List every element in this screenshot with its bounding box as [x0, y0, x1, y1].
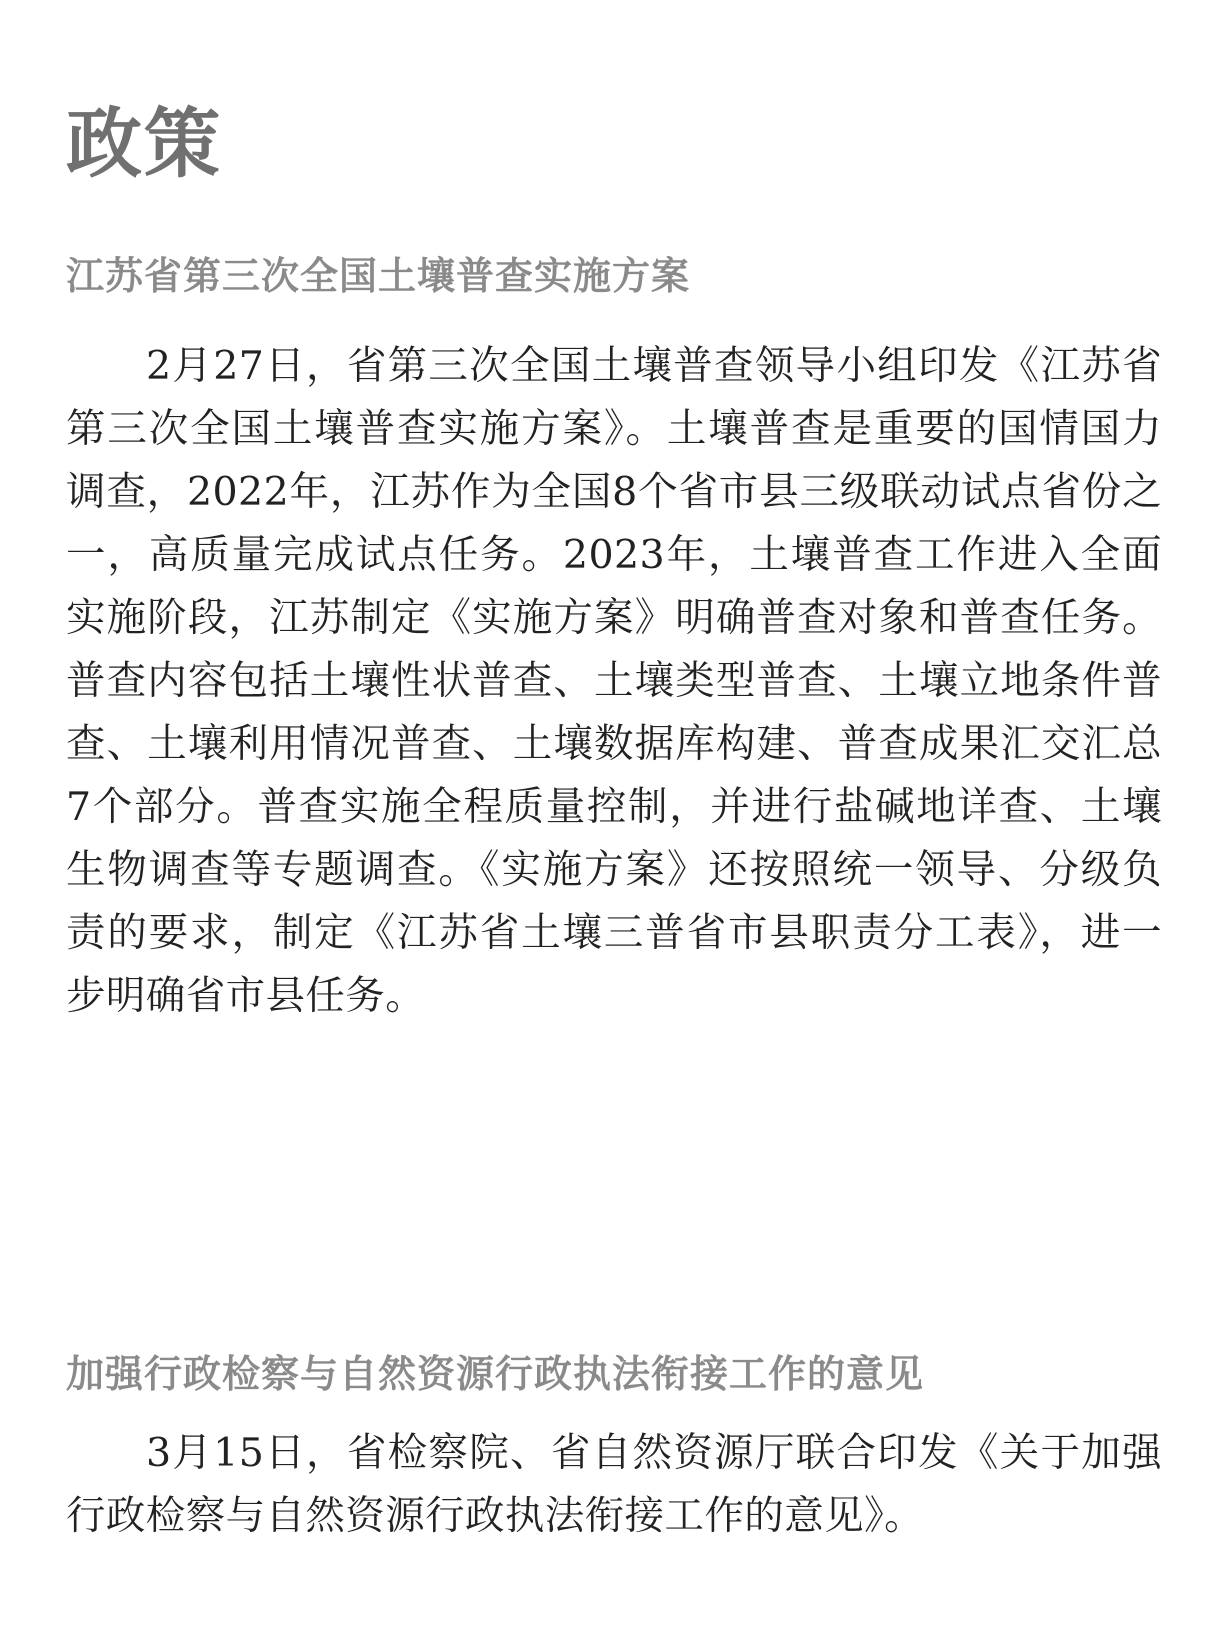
section-title: 政策 — [66, 99, 222, 188]
article-heading-procuratorial-enforcement: 加强行政检察与自然资源行政执法衔接工作的意见 — [66, 1351, 925, 1396]
article-heading-soil-census: 江苏省第三次全国土壤普查实施方案 — [66, 253, 691, 298]
article-body-soil-census: 2月27日，省第三次全国土壤普查领导小组印发《江苏省第三次全国土壤普查实施方案》。土壤普查是重要的国情国力调查，2022年，江苏作为全国8个省市县三级联动试点省份之一，高质量完成试点任务。2023年，土壤普查工作进入全面实施阶段，江苏制定《实施方案》明确普查对象和普查任务。普查内容包括土壤性状普查、土壤类型普查、土壤立地条件普查、土壤利用情况普查、土壤数据库构建、普查成果汇交汇总7个部分。普查实施全程质量控制，并进行盐碱地详查、土壤生物调查等专题调查。《实施方案》还按照统一领导、分级负责的要求，制定《江苏省土壤三普省市县职责分工表》，进一步明确省市县任务。 — [66, 343, 1162, 1019]
article-body-procuratorial-enforcement: 3月15日，省检察院、省自然资源厅联合印发《关于加强行政检察与自然资源行政执法衔接工作的意见》。 — [66, 1430, 1162, 1539]
